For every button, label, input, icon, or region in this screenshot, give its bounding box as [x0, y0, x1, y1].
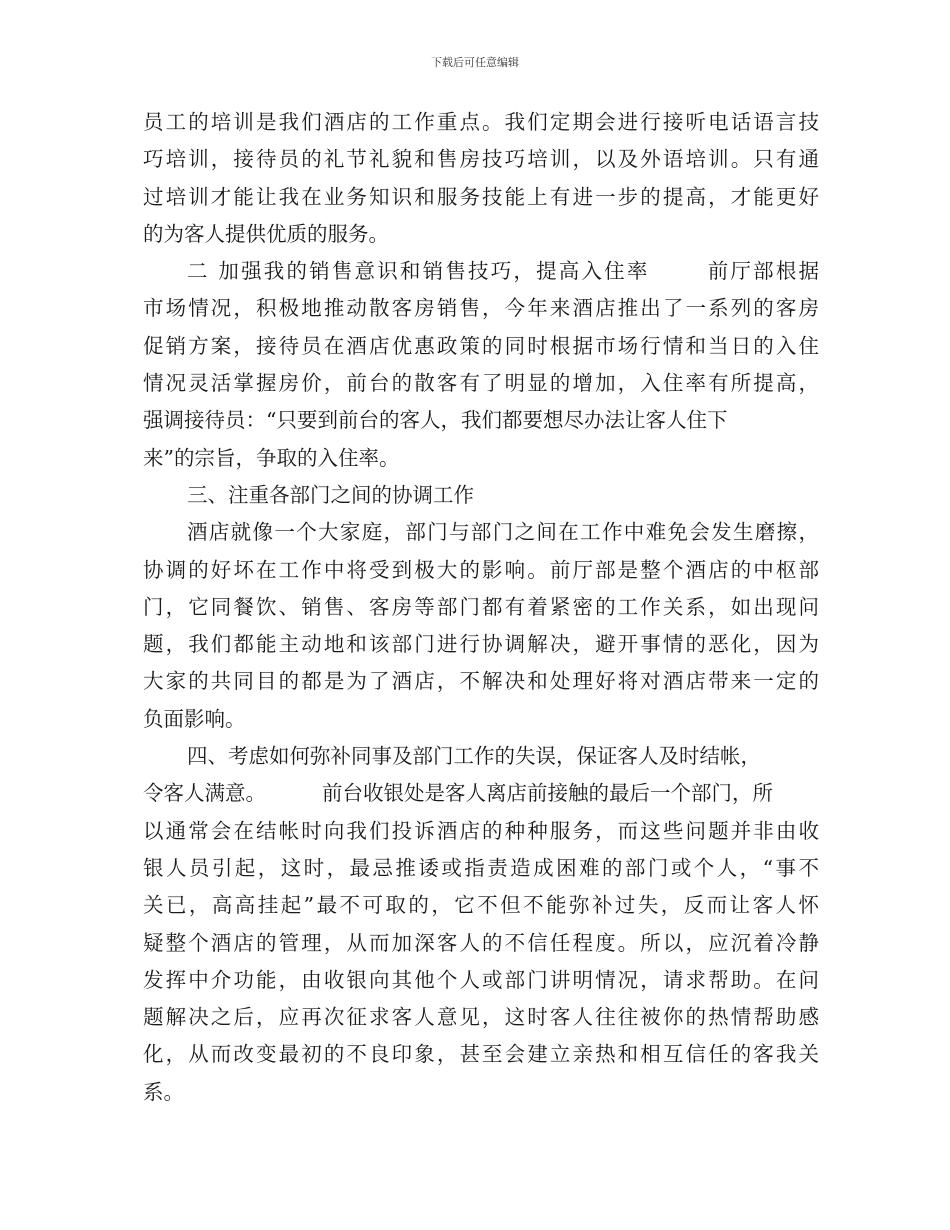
text-line: 负面影响。	[143, 706, 246, 731]
text-line: 化，从而改变最初的不良印象，甚至会建立亲热和相互信任的客我关	[143, 1042, 819, 1067]
text-line: 发挥中介功能，由收银向其他个人或部门讲明情况，请求帮助。在问	[143, 967, 819, 992]
text-line: 情况灵活掌握房价，前台的散客有了明显的增加，入住率有所提高，	[143, 371, 819, 396]
text-line: 促销方案，接待员在酒店优惠政策的同时根据市场行情和当日的入住	[143, 333, 819, 358]
page-header: 下载后可任意编辑	[431, 56, 519, 69]
text-line: 员工的培训是我们酒店的工作重点。我们定期会进行接听电话语言技	[143, 110, 819, 134]
section-heading: 三、注重各部门之间的协调工作	[187, 482, 474, 507]
document-body	[143, 104, 819, 1111]
text-line: 过培训才能让我在业务知识和服务技能上有进一步的提高，才能更好	[143, 184, 819, 209]
text-line: 巧培训，接待员的礼节礼貌和售房技巧培训，以及外语培训。只有通	[143, 147, 819, 172]
text-line: 协调的好坏在工作中将受到极大的影响。前厅部是整个酒店的中枢部	[143, 557, 819, 582]
text-line: 市场情况，积极地推动散客房销售，今年来酒店推出了一系列的客房	[143, 296, 819, 321]
text-line: 来”的宗旨，争取的入住率。	[143, 445, 400, 470]
section-heading-line	[143, 775, 819, 812]
section-heading: 四、考虑如何弥补同事及部门工作的失误，保证客人及时结帐，	[187, 744, 761, 769]
text-line: 银人员引起，这时，最忌推诿或指责造成困难的部门或个人，“事不	[143, 855, 819, 880]
text-fragment: 前台收银处是客人离店前接触的最后一个部门，所	[322, 781, 773, 806]
text-line: 疑整个酒店的管理，从而加深客人的不信任程度。所以，应沉着冷静	[143, 930, 819, 955]
text-line: 大家的共同目的都是为了酒店，不解决和处理好将对酒店带来一定的	[143, 669, 819, 694]
text-line: 题，我们都能主动地和该部门进行协调解决，避开事情的恶化，因为	[143, 632, 819, 657]
text-line: 酒店就像一个大家庭，部门与部门之间在工作中难免会发生磨擦，	[187, 520, 819, 545]
text-line: 强调接待员：“只要到前台的客人，我们都要想尽办法让客人住下	[143, 408, 728, 433]
section-heading-line	[143, 253, 819, 290]
section-heading-cont: 令客人满意。	[143, 781, 266, 806]
text-line: 题解决之后，应再次征求客人意见，这时客人往往被你的热情帮助感	[143, 1005, 819, 1030]
text-line: 门，它同餐饮、销售、客房等部门都有着紧密的工作关系，如出现问	[143, 594, 819, 619]
text-fragment: 前厅部根据	[705, 259, 820, 284]
text-line: 的为客人提供优质的服务。	[143, 221, 389, 246]
text-line: 系。	[143, 1079, 184, 1104]
text-line: 关已，高高挂起”最不可取的，它不但不能弥补过失，反而让客人怀	[143, 893, 819, 918]
section-heading: 二 加强我的销售意识和销售技巧，提高入住率	[187, 259, 650, 284]
text-line: 以通常会在结帐时向我们投诉酒店的种种服务，而这些问题并非由收	[143, 818, 819, 843]
